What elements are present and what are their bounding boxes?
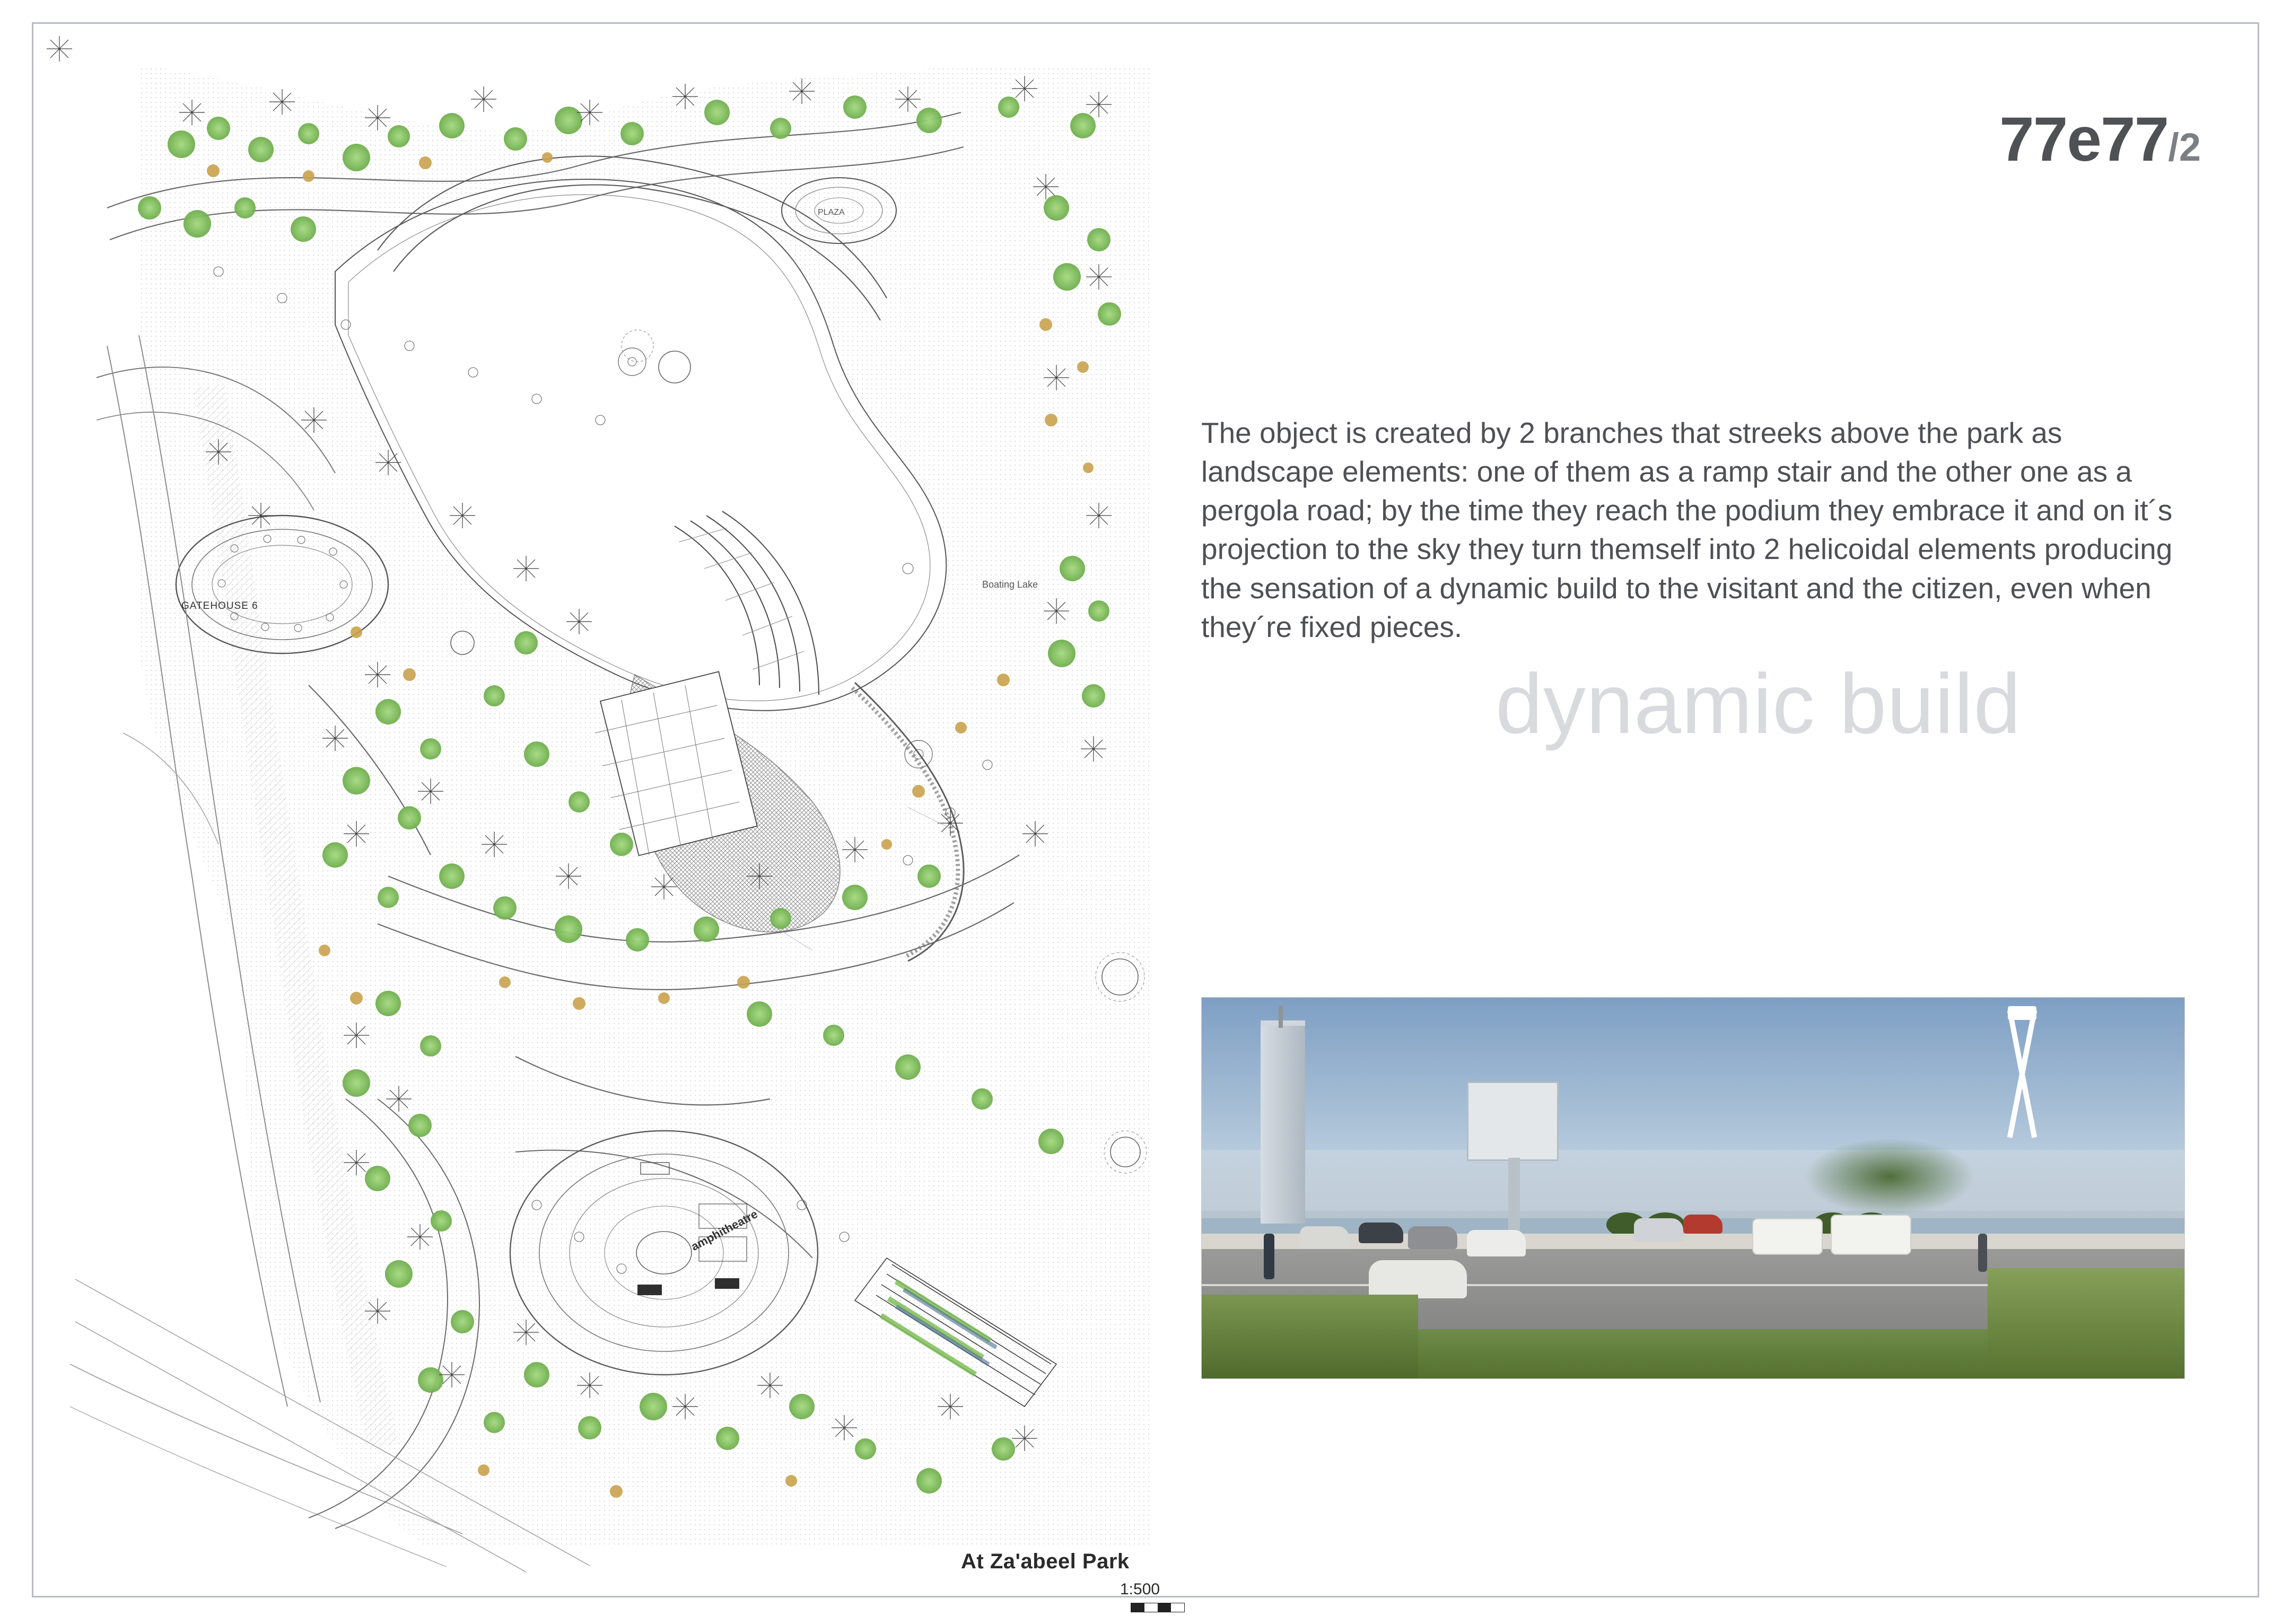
plan-label-lake: Boating Lake	[982, 579, 1038, 590]
watermark-text: dynamic build	[1496, 656, 2022, 751]
plan-scale-bar	[1131, 1603, 1185, 1612]
plan-label-gatehouse: GATEHOUSE 6	[181, 600, 258, 612]
title-sub: /2	[2168, 125, 2201, 169]
photo-car	[1467, 1230, 1526, 1256]
photo-truck	[1683, 1215, 1722, 1234]
photo-car	[1359, 1223, 1403, 1243]
site-plan-drawing	[59, 49, 1162, 1598]
photo-car	[1634, 1218, 1683, 1241]
board-title	[1999, 103, 2201, 176]
photo-pedestrian	[1264, 1234, 1274, 1279]
project-description: The object is created by 2 branches that streeks above the park as landscape elements: one of them as a ramp stair and the other one as a pergola road; by the time they reach the podium they embrace it and on it´s projection to the sky they turn themself into 2 helicoidal elements producing the sensation of a dynamic build to the visitant and the citizen, even when they´re fixed pieces.	[1201, 416, 2173, 643]
photo-grass-right	[1988, 1268, 2184, 1367]
plan-label-amphitheatre: amphitheatre	[688, 1207, 760, 1254]
photo-car-foreground	[1369, 1260, 1467, 1298]
plan-label-plaza: PLAZA	[818, 208, 845, 217]
photo-van	[1752, 1218, 1823, 1255]
photo-pedestrian	[1978, 1234, 1987, 1272]
photo-tower-building	[1261, 1020, 1305, 1224]
photo-car	[1408, 1226, 1457, 1249]
photo-skyline-haze	[1202, 1150, 2184, 1218]
photo-tree-cluster	[1772, 1123, 2008, 1230]
plan-scale-label: 1:500	[1120, 1581, 1160, 1598]
photo-proposed-sculpture	[1998, 1009, 2047, 1139]
plan-caption: At Za'abeel Park	[961, 1550, 1130, 1573]
site-photograph	[1201, 997, 2185, 1379]
photo-van-foreground	[1831, 1215, 1911, 1255]
photo-billboard	[1467, 1081, 1559, 1161]
photo-car	[1300, 1226, 1349, 1249]
title-main: 77e77	[1999, 104, 2168, 174]
photo-grass-left	[1202, 1295, 1418, 1378]
